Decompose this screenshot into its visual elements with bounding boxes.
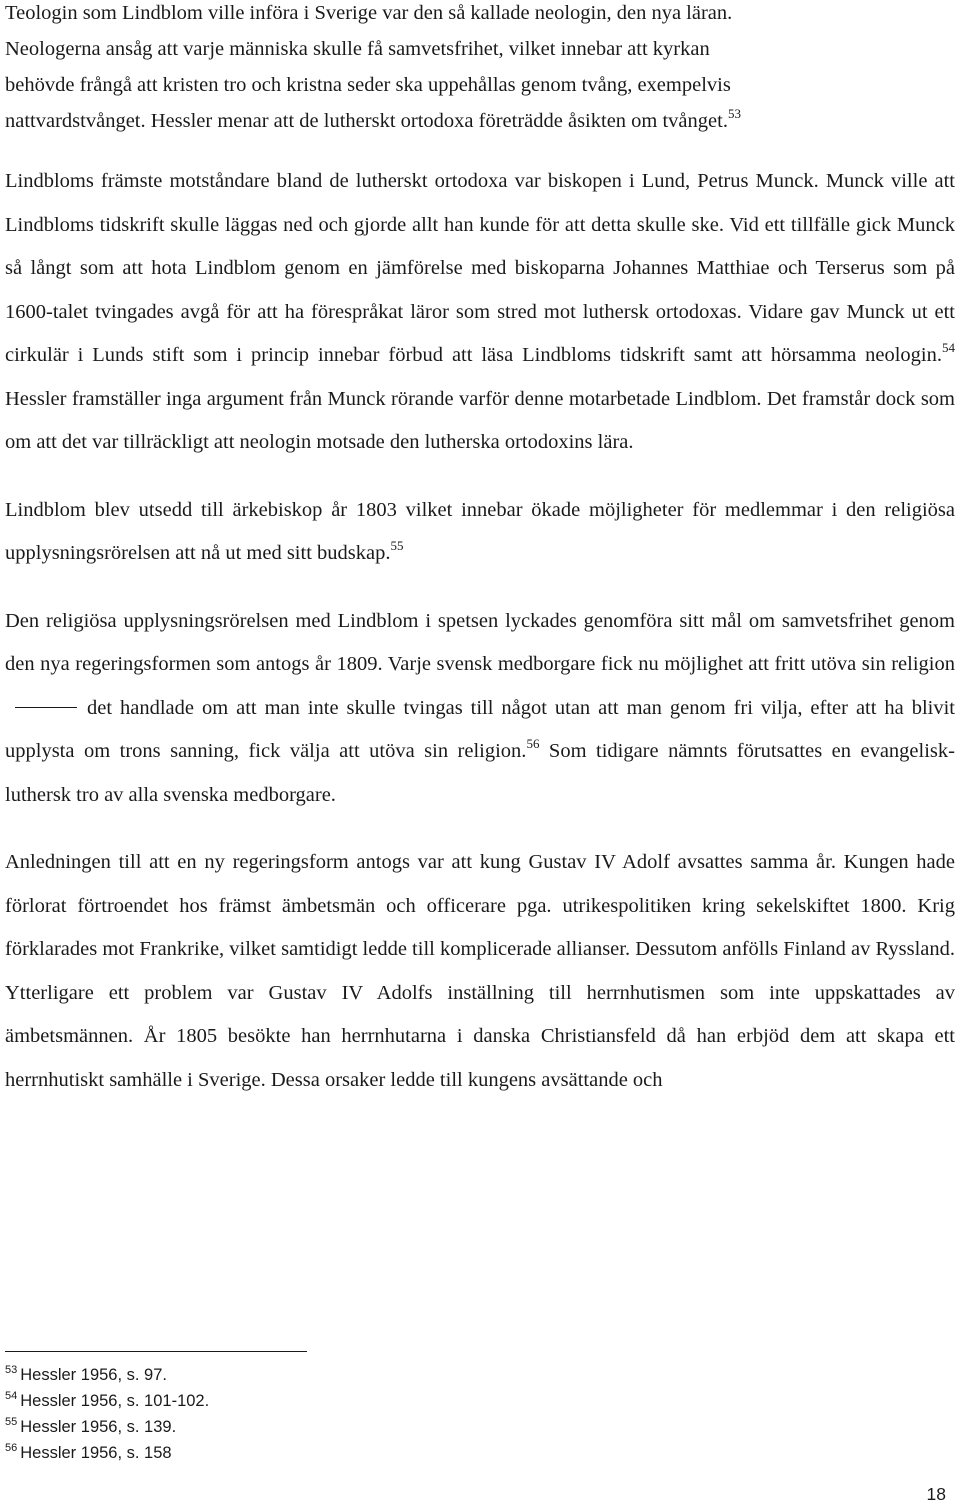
paragraph-gap <box>5 817 955 841</box>
footnote-item <box>5 1388 209 1414</box>
paragraph-munck <box>5 160 955 465</box>
footnote-separator <box>5 1351 307 1352</box>
paragraph-text: det handlade om att man inte skulle tvingas till något utan att man genom fri vilja, efter att ha blivit upplysta om trons sanning, fick välja att utöva sin religion. <box>5 696 955 762</box>
paragraph-line: behövde frångå att kristen tro och kristna seder ska uppehållas genom tvång, exempelvis <box>5 74 731 96</box>
paragraph-text: Lindbloms främste motståndare bland de lutherskt ortodoxa var biskopen i Lund, Petrus Munck. Munck ville att Lindbloms tidskrift skulle läggas ned och gjorde allt han kunde för att detta skulle ske. Vid ett tillfälle gick Munck så långt som att hota Lindblom genom en jämförelse med biskoparna Johannes Matthiae och Terserus som på 1600-talet tvingades avgå för att ha förespråkat läror som stred mot luthersk ortodoxas. Vidare gav Munck ut ett cirkulär i Lunds stift som i princip innebar förbud att läsa Lindbloms tidskrift samt att hörsamma neologin. <box>5 170 955 366</box>
footnote-reference[interactable]: 55 <box>390 538 404 553</box>
paragraph-arkebiskop <box>5 489 955 576</box>
paragraph-line: Teologin som Lindblom ville införa i Sverige var den så kallade neologin, den nya läran. <box>5 2 733 24</box>
paragraph-gap <box>5 576 955 600</box>
page-number: 18 <box>926 1484 946 1504</box>
paragraph-regeringsform-1809 <box>5 600 955 818</box>
paragraph-text: Hessler framställer inga argument från Munck rörande varför denne motarbetade Lindblom. Det framstår dock som om att det var tillräckligt att neologin motsade den lutherska ortodoxins lära. <box>5 387 955 453</box>
footnotes <box>5 1362 209 1466</box>
footnote-reference[interactable]: 54 <box>942 340 955 355</box>
footnote-number: 56 <box>5 1442 18 1454</box>
footnote-text: Hessler 1956, s. 97. <box>20 1366 167 1384</box>
document-page <box>5 0 955 1102</box>
em-dash <box>15 707 77 708</box>
footnote-text: Hessler 1956, s. 158 <box>20 1444 172 1462</box>
footnote-item <box>5 1414 209 1440</box>
footnote-number: 55 <box>5 1416 18 1428</box>
paragraph-neologi <box>5 0 955 139</box>
paragraph-text: Den religiösa upplysningsrörelsen med Lindblom i spetsen lyckades genomföra sitt mål om samvetsfrihet genom den nya regeringsformen som antogs år 1809. Varje svensk medborgare fick nu möjlighet att fritt utöva sin religion <box>5 609 955 675</box>
footnote-item <box>5 1440 209 1466</box>
footnote-reference[interactable]: 56 <box>526 736 540 751</box>
footnote-text: Hessler 1956, s. 139. <box>20 1418 177 1436</box>
paragraph-text: Anledningen till att en ny regeringsform antogs var att kung Gustav IV Adolf avsattes samma år. Kungen hade förlorat förtroendet hos främst ämbetsmän och officerare pga. utrikespolitiken kring sekelskiftet 1800. Krig förklarades mot Frankrike, vilket samtidigt ledde till komplicerade allianser. Dessutom anfölls Finland av Ryssland. Ytterligare ett problem var Gustav IV Adolfs inställning till herrnhutismen som inte uppskattades av ämbetsmännen. År 1805 besökte han herrnhutarna i danska Christiansfeld då han erbjöd dem att skapa ett herrnhutiskt samhälle i Sverige. Dessa orsaker ledde till kungens avsättande och <box>5 851 955 1091</box>
paragraph-gustav-iv-adolf <box>5 841 955 1102</box>
footnote-text: Hessler 1956, s. 101-102. <box>20 1392 210 1410</box>
footnote-item <box>5 1362 209 1388</box>
paragraph-gap <box>5 465 955 489</box>
footnote-reference[interactable]: 53 <box>727 106 741 121</box>
paragraph-line: Neologerna ansåg att varje människa skulle få samvetsfrihet, vilket innebar att kyrkan <box>5 38 710 60</box>
paragraph-text: Som tidigare nämnts förutsattes en evangelisk-luthersk tro av alla svenska medborgare. <box>5 740 955 806</box>
paragraph-gap <box>5 139 955 160</box>
paragraph-line: nattvardstvånget. Hessler menar att de lutherskt ortodoxa företrädde åsikten om tvånget. <box>5 110 728 132</box>
footnote-number: 53 <box>5 1364 18 1376</box>
paragraph-text: Lindblom blev utsedd till ärkebiskop år 1803 vilket innebar ökade möjligheter för medlemmar i den religiösa upplysningsrörelsen att nå ut med sitt budskap. <box>5 498 955 564</box>
footnote-number: 54 <box>5 1390 18 1402</box>
